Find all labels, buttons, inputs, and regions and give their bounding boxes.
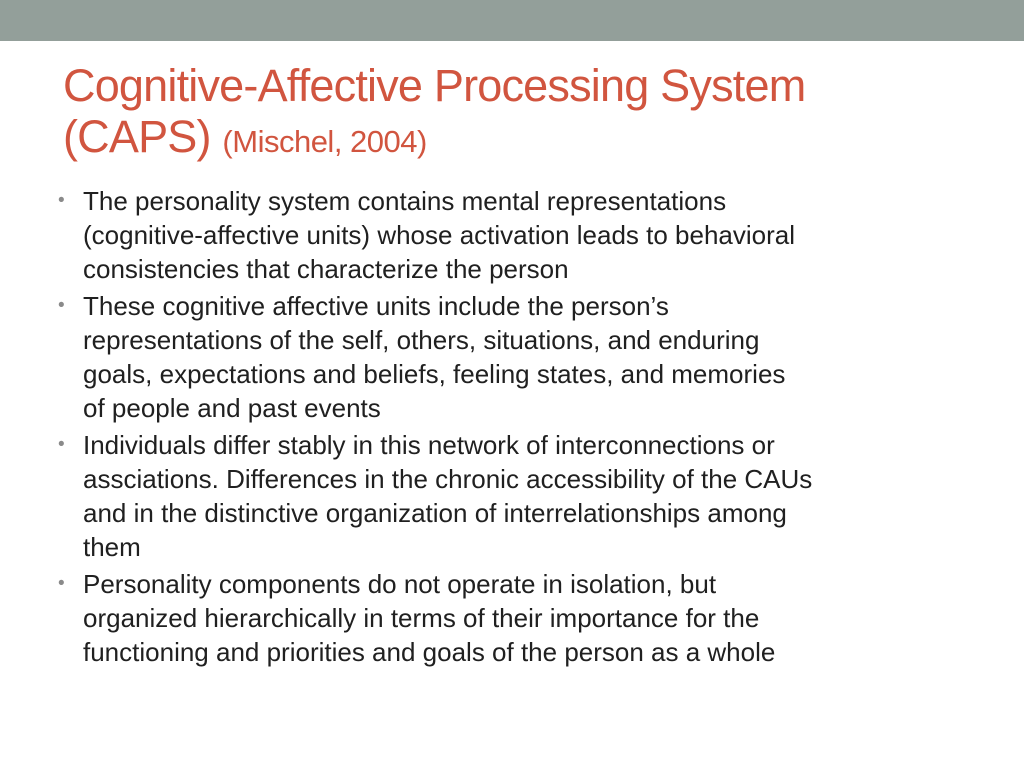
top-accent-bar	[0, 0, 1024, 41]
bullet-2-line-3: goals, expectations and beliefs, feeling states, and memories	[83, 359, 786, 389]
bullet-item-3	[58, 428, 978, 564]
bullet-item-2	[58, 289, 978, 425]
bullet-1-line-3: consistencies that characterize the person	[83, 254, 569, 284]
bullet-4-line-3: functioning and priorities and goals of the person as a whole	[83, 637, 776, 667]
bullet-dot-icon: •	[58, 434, 65, 455]
bullet-item-4	[58, 567, 978, 669]
title-line-1: Cognitive-Affective Processing System	[63, 60, 806, 111]
slide-title	[63, 60, 993, 167]
bullet-3-line-3: and in the distinctive organization of interrelationships among	[83, 498, 787, 528]
title-line-2	[63, 111, 993, 167]
bullet-1-line-1: The personality system contains mental representations	[83, 186, 727, 216]
bullet-3-line-4: them	[83, 532, 141, 562]
bullet-dot-icon: •	[58, 190, 65, 211]
bullet-dot-icon: •	[58, 573, 65, 594]
bullet-2-line-1: These cognitive affective units include the person’s	[83, 291, 669, 321]
title-citation: (Mischel, 2004)	[222, 124, 427, 159]
bullet-4-line-1: Personality components do not operate in isolation, but	[83, 569, 717, 599]
bullet-3-line-1: Individuals differ stably in this network of interconnections or	[83, 430, 775, 460]
bullet-list	[58, 184, 978, 672]
title-acronym: (CAPS)	[63, 111, 211, 162]
bullet-1-line-2: (cognitive-affective units) whose activation leads to behavioral	[83, 220, 796, 250]
bullet-2-line-4: of people and past events	[83, 393, 381, 423]
bullet-dot-icon: •	[58, 295, 65, 316]
bullet-4-line-2: organized hierarchically in terms of their importance for the	[83, 603, 760, 633]
bullet-item-1	[58, 184, 978, 286]
bullet-2-line-2: representations of the self, others, situations, and enduring	[83, 325, 760, 355]
bullet-3-line-2: assciations. Differences in the chronic accessibility of the CAUs	[83, 464, 813, 494]
